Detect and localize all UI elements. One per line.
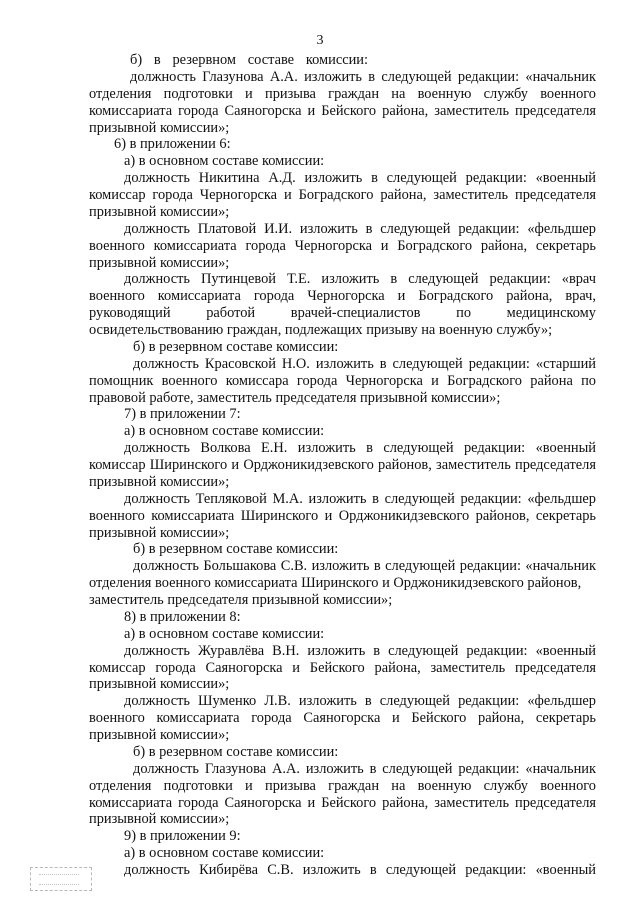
text-line: военного комиссариата города Черногорска и Боградского района, врач, [89,288,596,305]
text-line: комиссар города Черногорска и Боградского района, заместитель председателя [89,187,596,203]
text-line: правовой работе, заместитель председателя призывной комиссии»; [89,389,501,406]
text-line: должность Красовской Н.О. изложить в следующей редакции: «старший [133,355,596,372]
scan-stamp-mark [30,867,92,891]
text-line: отделения подготовки и призыва граждан на военную службу военного [89,777,596,794]
text-line: руководящий работой врачей-специалистов по медицинскому [89,305,596,322]
text-line: должность Большакова С.В. изложить в следующей редакции: «начальник [133,558,596,575]
text-line: призывной комиссии»; [89,203,230,220]
text-line: освидетельствованию граждан, подлежащих призыву на военную службу»; [89,322,553,338]
text-line: призывной комиссии»; [89,524,230,541]
text-line: а) в основном составе комиссии: [124,845,325,862]
text-line: а) в основном составе комиссии: [124,625,325,642]
text-line: б) в резервном составе комиссии: [133,541,339,558]
text-line: должность Глазунова А.А. изложить в следующей редакции: «начальник [130,68,596,85]
text-line: а) в основном составе комиссии: [124,423,325,440]
text-line: призывной комиссии»; [89,727,230,743]
text-line: отделения военного комиссариата Ширинского и Орджоникидзевского районов, [89,575,582,592]
text-line: должность Журавлёва В.Н. изложить в следующей редакции: «военный [124,642,596,659]
text-line: должность Волкова Е.Н. изложить в следующей редакции: «военный [124,440,596,457]
text-line: призывной комиссии»; [89,473,230,490]
text-line: б) в резервном составе комиссии: [130,52,368,68]
text-line: заместитель председателя призывной комиссии»; [89,592,393,608]
text-line: должность Шуменко Л.В. изложить в следующей редакции: «фельдшер [124,693,596,710]
page-number: 3 [316,33,324,48]
text-line: 7) в приложении 7: [124,406,241,423]
text-line: 8) в приложении 8: [124,608,241,625]
text-line: комиссариата города Саяногорска и Бейского района, заместитель председателя [89,794,596,811]
text-line: должность Платовой И.И. изложить в следующей редакции: «фельдшер [124,220,596,237]
text-line: призывной комиссии»; [89,119,230,136]
text-line: военного комиссариата Ширинского и Орджоникидзевского районов, секретарь [89,507,596,524]
text-line: должность Путинцевой Т.Е. изложить в следующей редакции: «врач [124,271,596,288]
text-line: 6) в приложении 6: [114,136,231,153]
text-line: а) в основном составе комиссии: [124,153,325,170]
text-line: должность Никитина А.Д. изложить в следующей редакции: «военный [124,170,596,187]
text-line: призывной комиссии»; [89,676,230,693]
text-line: б) в резервном составе комиссии: [133,743,339,760]
text-line: должность Кибирёва С.В. изложить в следующей редакции: «военный [124,862,596,878]
text-line: комиссар города Саяногорска и Бейского района, заместитель председателя [89,659,596,676]
text-line: отделения подготовки и призыва граждан на военную службу военного [89,85,596,102]
text-line: призывной комиссии»; [89,254,230,271]
text-line: комиссариата города Саяногорска и Бейского района, заместитель председателя [89,102,596,119]
text-line: помощник военного комиссара города Черногорска и Боградского района по [89,372,596,389]
text-line: 9) в приложении 9: [124,828,241,845]
text-line: должность Глазунова А.А. изложить в следующей редакции: «начальник [133,760,596,777]
text-line: б) в резервном составе комиссии: [133,338,339,355]
text-line: военного комиссариата города Саяногорска и Бейского района, секретарь [89,710,596,727]
text-line: призывной комиссии»; [89,811,230,828]
text-line: военного комиссариата города Черногорска и Боградского района, секретарь [89,237,596,254]
text-line: должность Тепляковой М.А. изложить в следующей редакции: «фельдшер [124,490,596,507]
text-line: комиссар Ширинского и Орджоникидзевского районов, заместитель председателя [89,457,596,473]
